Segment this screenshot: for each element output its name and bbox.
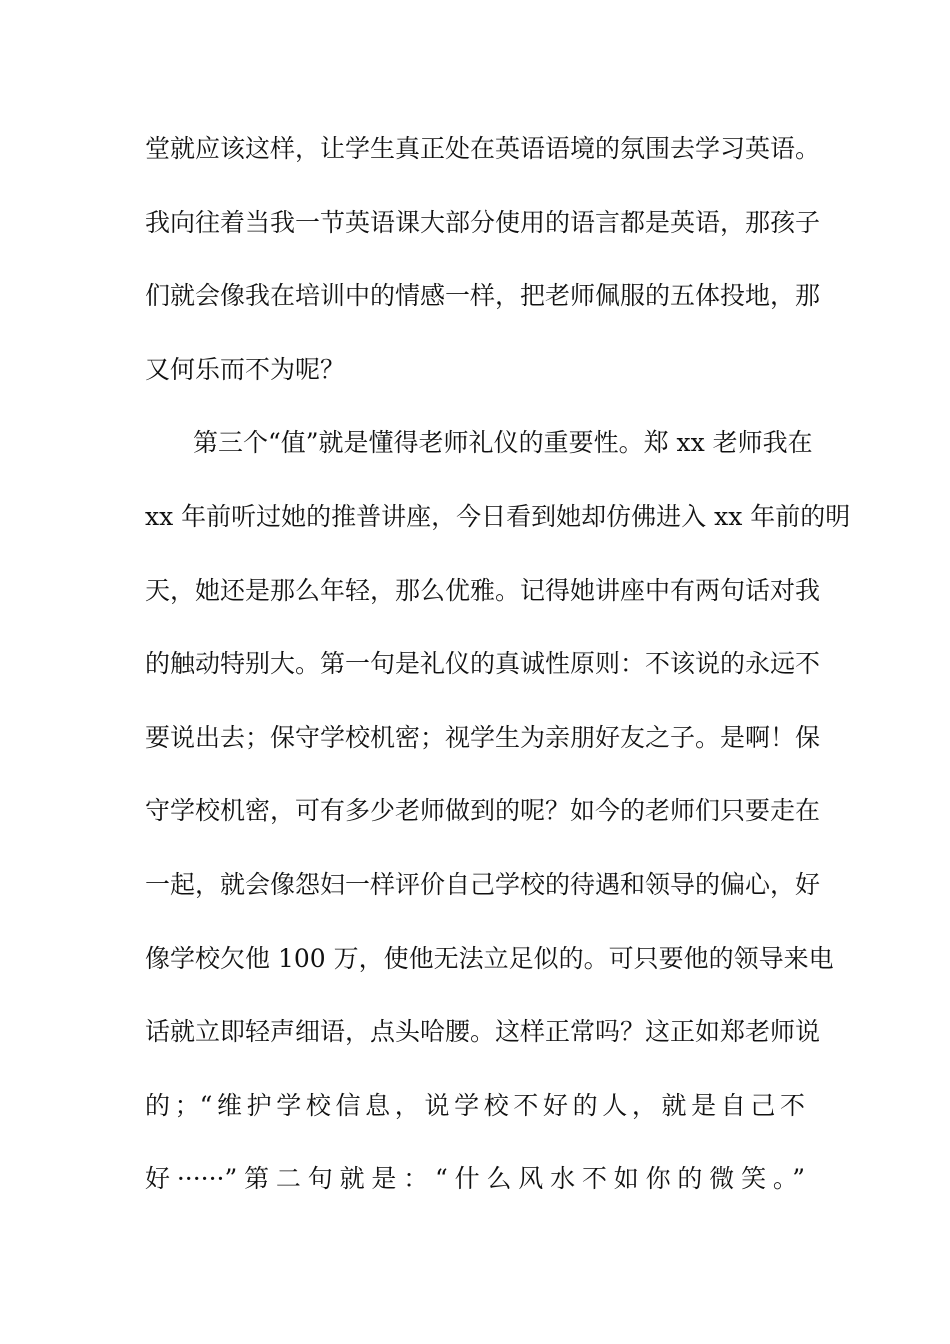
- text-line: 堂就应该这样，让学生真正处在英语语境的氛围去学习英语。: [145, 134, 821, 163]
- text-line: 我向往着当我一节英语课大部分使用的语言都是英语，那孩子: [145, 207, 821, 237]
- paragraph-first-line: 第三个“值”就是懂得老师礼仪的重要性。郑 xx 老师我在: [193, 428, 813, 458]
- text-line: xx 年前听过她的推普讲座，今日看到她却仿佛进入 xx 年前的明: [145, 501, 851, 531]
- text-line: 天，她还是那么年轻，那么优雅。记得她讲座中有两句话对我: [145, 575, 821, 605]
- text-line: 话就立即轻声细语，点头哈腰。这样正常吗？这正如郑老师说: [145, 1017, 821, 1047]
- text-line: 又何乐而不为呢？: [145, 354, 346, 384]
- text-line: 像学校欠他 100 万，使他无法立足似的。可只要他的领导来电: [145, 943, 834, 973]
- text-line: 守学校机密，可有多少老师做到的呢？如今的老师们只要走在: [145, 796, 821, 826]
- text-line: 的；“维护学校信息，说学校不好的人，就是自己不: [145, 1090, 805, 1120]
- text-line: 一起，就会像怨妇一样评价自己学校的待遇和领导的偏心，好: [145, 869, 821, 899]
- text-line: 的触动特别大。第一句是礼仪的真诚性原则：不该说的永远不: [145, 649, 821, 679]
- body-text: [145, 125, 851, 1229]
- text-line: 们就会像我在培训中的情感一样，把老师佩服的五体投地，那: [145, 281, 821, 311]
- text-line: 要说出去；保守学校机密；视学生为亲朋好友之子。是啊！保: [145, 722, 821, 752]
- text-line: 好······”第二句就是：“什么风水不如你的微笑。”: [145, 1164, 805, 1194]
